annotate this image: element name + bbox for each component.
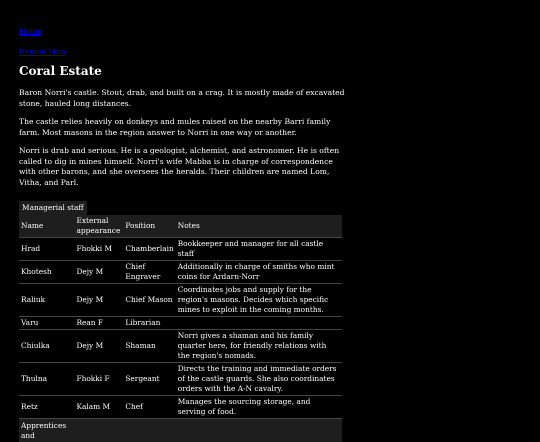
table-row (19, 396, 342, 419)
cell-position: Chamberlain (125, 244, 174, 254)
table-row (19, 261, 342, 284)
cell-position: Sergeant (125, 374, 160, 384)
home-link[interactable]: Home (19, 26, 42, 35)
table-row (19, 284, 342, 317)
table-header-row (19, 215, 342, 237)
cell-name: Raliuk (21, 295, 46, 305)
staff-table-caption: Managerial staff (19, 201, 87, 215)
cell-name: Khotesh (21, 267, 52, 277)
cell-appearance: Dejy M (76, 341, 104, 351)
header-appearance: External appearance (74, 215, 123, 237)
cell-notes: Manages the sourcing storage, and serving of food. (177, 397, 311, 417)
table-row (19, 330, 342, 363)
cell-appearance: Dejy M (76, 267, 104, 277)
page-content (19, 26, 349, 442)
description-paragraph-3: Norri is drab and serious. He is a geologist, alchemist, and astronomer. He is often called to dig in mines himself. Norri's wife Mabba is in charge of correspondence with other barons, and she oversees the heralds. Their children are named Lom, Vitha, and Parl. (19, 146, 340, 187)
cell-position: Librarian (125, 318, 161, 328)
table-row (19, 317, 342, 330)
cell-name: Chiulka (21, 341, 50, 351)
cell-name: Varu (21, 318, 39, 328)
cell-appearance: Rean F (76, 318, 104, 328)
page-title: Coral Estate (19, 63, 102, 78)
cell-position: Chief Mason (125, 295, 173, 305)
cell-notes: Additionally in charge of smiths who mint coins for Ardarn-Norr (177, 262, 335, 282)
cell-name: Hrad (21, 244, 41, 254)
cell-position: Chief Engraver (125, 262, 161, 282)
region-map-link[interactable]: Region Map (19, 47, 66, 57)
cell-position: Shaman (125, 341, 156, 351)
cell-position: Chef (125, 402, 143, 412)
table-row (19, 363, 342, 396)
cell-appearance: Fhokki F (76, 374, 110, 384)
table-row (19, 238, 342, 261)
next-section-row (19, 419, 342, 442)
cell-notes: Coordinates jobs and supply for the region's masons. Decides which specific mines to exploit in the coming months. (177, 285, 329, 315)
description-paragraph-1: Baron Norri's castle. Stout, drab, and built on a crag. It is mostly made of excavated stone, hauled long distances. (19, 88, 345, 108)
cell-notes (176, 317, 342, 330)
cell-notes: Directs the training and immediate orders of the castle guards. She also coordinates orders with the A-N cavalry. (177, 364, 337, 394)
header-position: Position (123, 215, 175, 237)
cell-appearance: Kalam M (76, 402, 111, 412)
header-notes: Notes (176, 215, 342, 237)
cell-appearance: Fhokki M (76, 244, 113, 254)
cell-notes: Bookkeeper and manager for all castle staff (177, 239, 324, 259)
next-section-caption: Apprentices and (19, 419, 74, 442)
cell-name: Thulna (21, 374, 47, 384)
cell-appearance: Dejy M (76, 295, 104, 305)
header-name: Name (19, 215, 74, 237)
staff-table (19, 215, 342, 442)
description-paragraph-2: The castle relies heavily on donkeys and mules raised on the nearby Barri family farm. Most masons in the region answer to Norri in one way or another. (19, 117, 331, 137)
cell-name: Retz (21, 402, 38, 412)
cell-notes: Norri gives a shaman and his family quarter here, for friendly relations with the region's nomads. (177, 331, 327, 361)
